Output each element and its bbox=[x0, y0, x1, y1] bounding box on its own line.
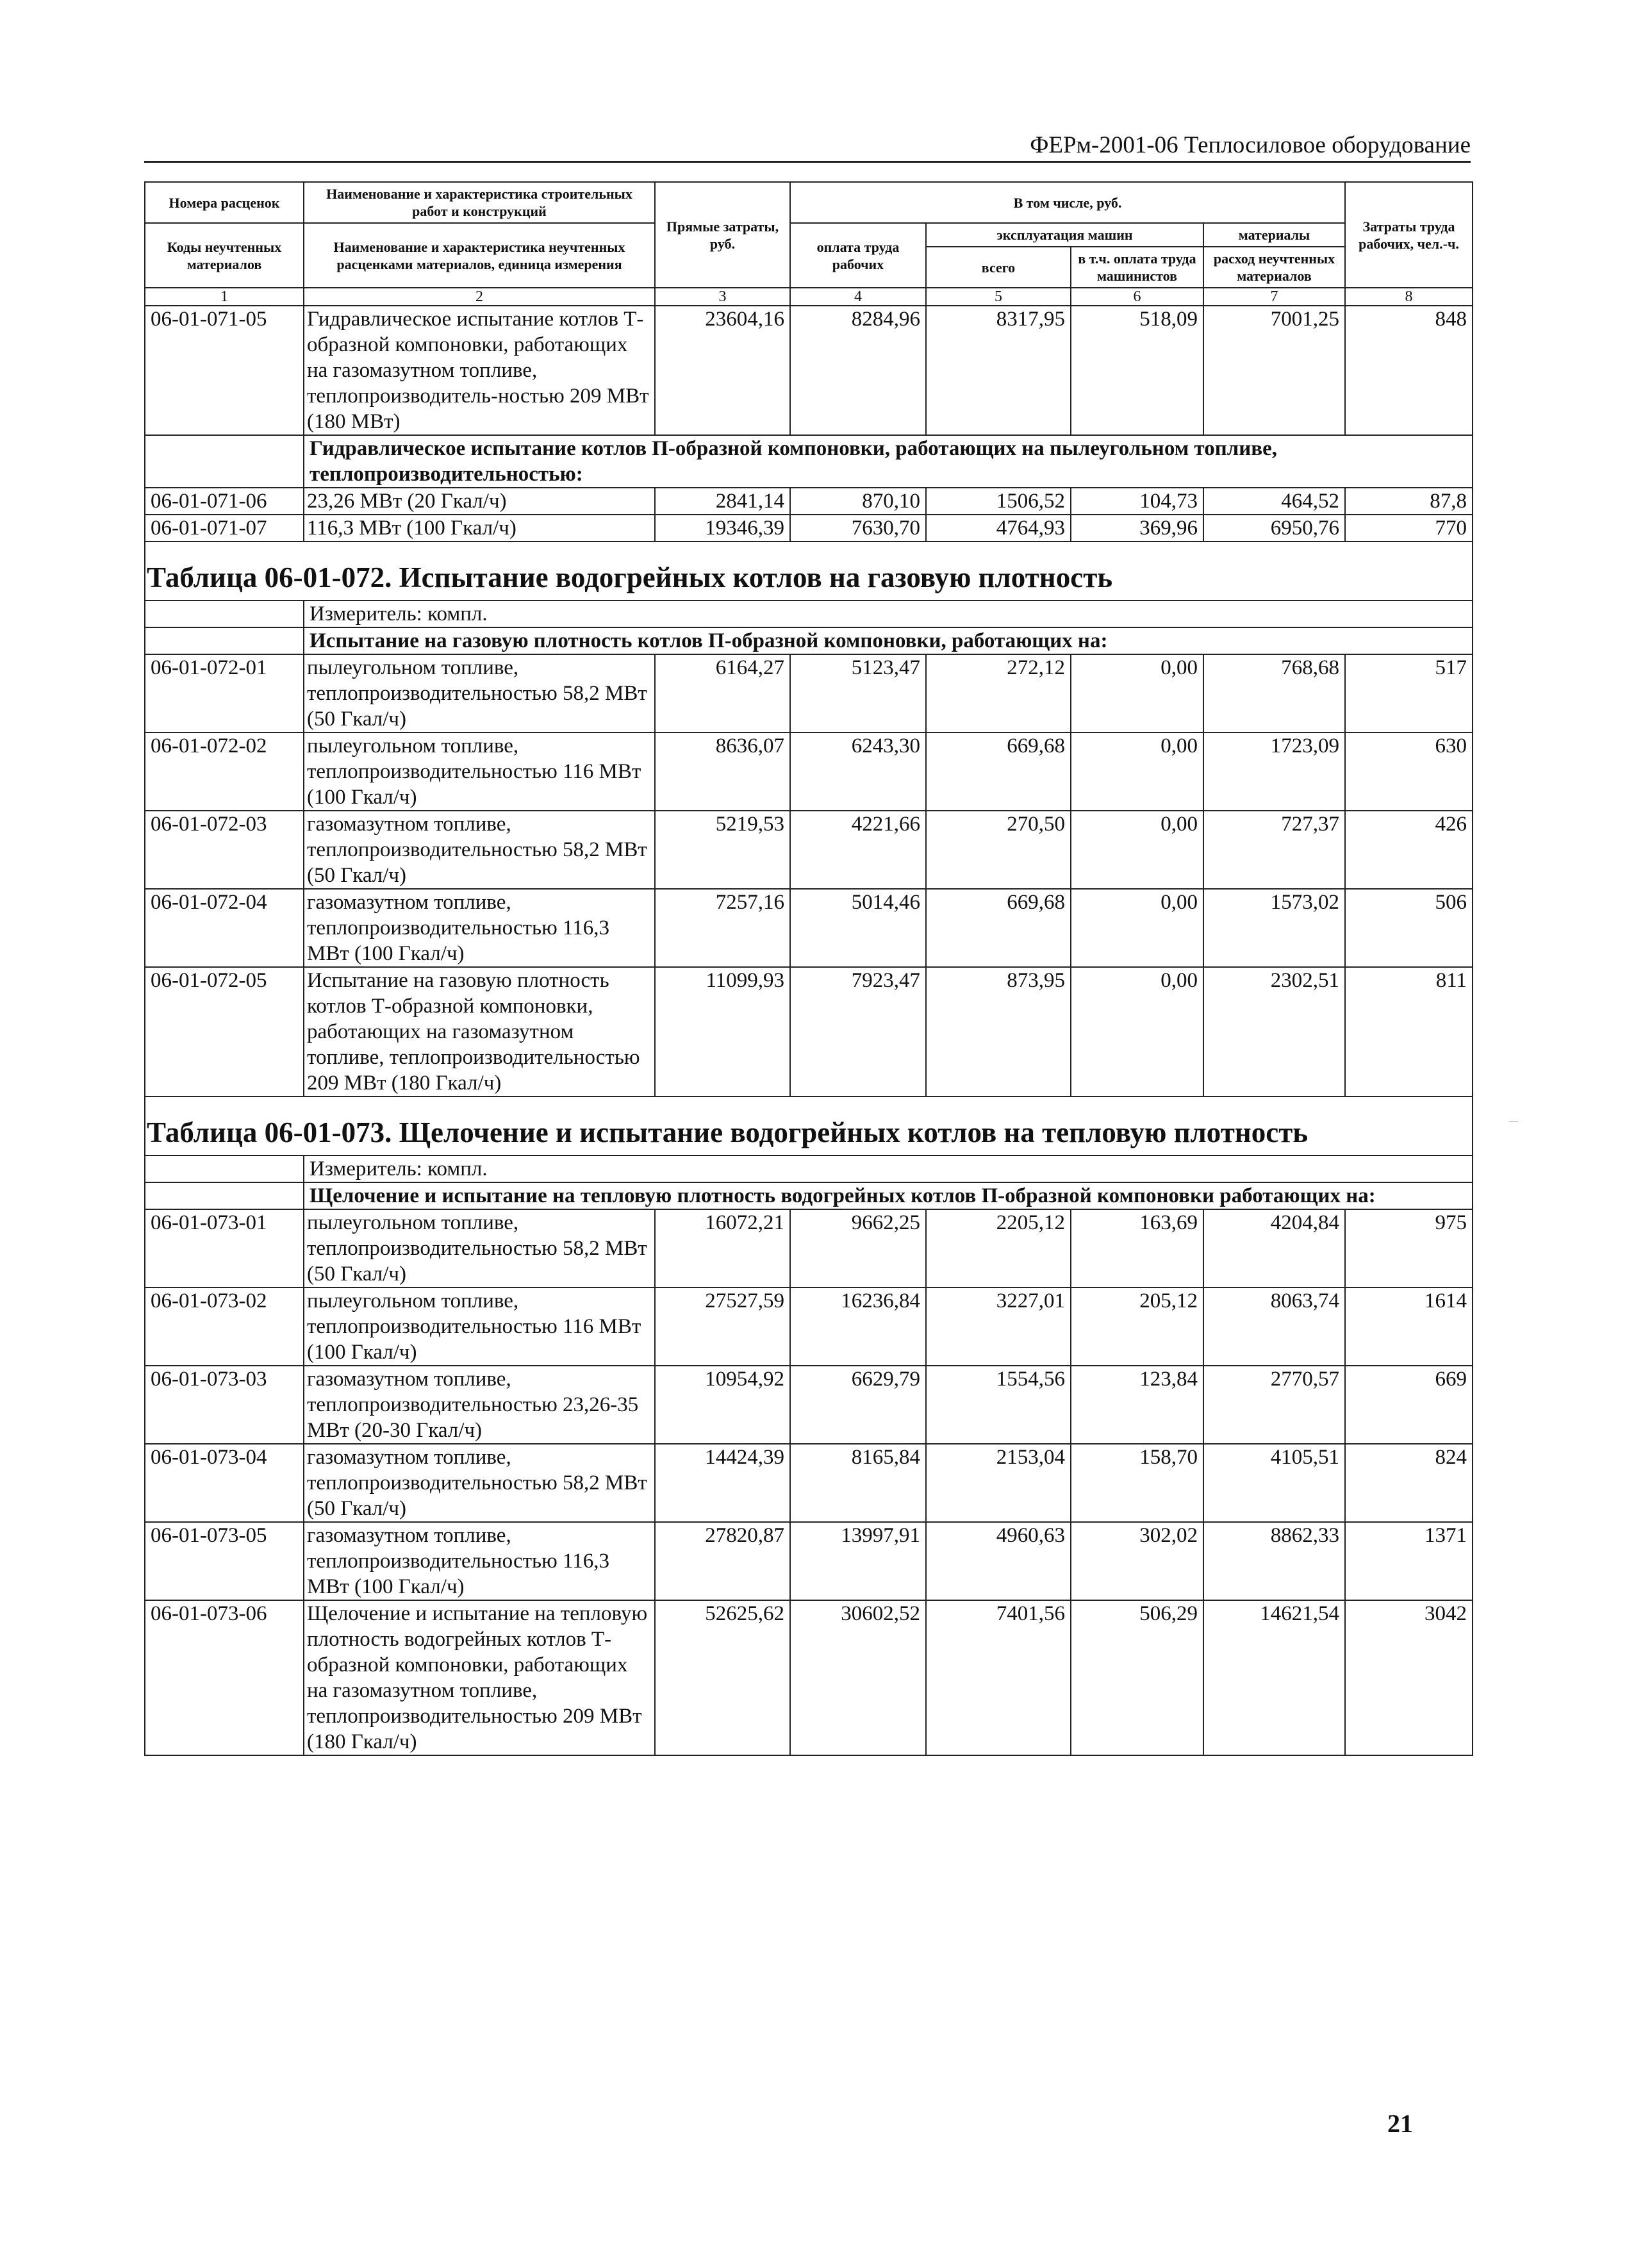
header-labor-pay: оплата труда рабочих bbox=[790, 223, 926, 288]
table-row bbox=[145, 889, 1473, 967]
machinists-pay-cell: 0,00 bbox=[1071, 733, 1203, 811]
machines-total-cell: 1554,56 bbox=[926, 1366, 1071, 1444]
materials-use-cell: 2302,51 bbox=[1203, 967, 1345, 1097]
machines-total-cell: 272,12 bbox=[926, 654, 1071, 733]
section-title-072 bbox=[145, 542, 1473, 654]
header-machine-operation: эксплуатация машин bbox=[926, 223, 1203, 247]
rate-code-cell: 06-01-072-01 bbox=[145, 654, 304, 733]
work-name-cell: газомазутном топливе, теплопроизводительностью 116,3 МВт (100 Гкал/ч) bbox=[304, 889, 655, 967]
direct-costs-cell: 16072,21 bbox=[655, 1209, 790, 1287]
section-title: Таблица 06-01-073. Щелочение и испытание водогрейных котлов на тепловую плотность bbox=[145, 1097, 1473, 1155]
table-header bbox=[145, 182, 1473, 306]
work-name-cell: 116,3 МВт (100 Гкал/ч) bbox=[304, 515, 655, 542]
labor-costs-cell: 669 bbox=[1345, 1366, 1473, 1444]
materials-use-cell: 4105,51 bbox=[1203, 1444, 1345, 1522]
materials-use-cell: 2770,57 bbox=[1203, 1366, 1345, 1444]
rate-code-cell: 06-01-073-02 bbox=[145, 1287, 304, 1366]
labor-costs-cell: 3042 bbox=[1345, 1600, 1473, 1755]
running-header: ФЕРм-2001-06 Теплосиловое оборудование bbox=[144, 131, 1471, 163]
rate-code-cell: 06-01-073-05 bbox=[145, 1522, 304, 1600]
work-name-cell: пылеугольном топливе, теплопроизводительностью 116 МВт (100 Гкал/ч) bbox=[304, 1287, 655, 1366]
materials-use-cell: 7001,25 bbox=[1203, 306, 1345, 435]
machinists-pay-cell: 205,12 bbox=[1071, 1287, 1203, 1366]
work-name-cell: газомазутном топливе, теплопроизводительностью 58,2 МВт (50 Гкал/ч) bbox=[304, 811, 655, 889]
machinists-pay-cell: 518,09 bbox=[1071, 306, 1203, 435]
machines-total-cell: 873,95 bbox=[926, 967, 1071, 1097]
labor-pay-cell: 8284,96 bbox=[790, 306, 926, 435]
column-number: 4 bbox=[790, 288, 926, 306]
direct-costs-cell: 6164,27 bbox=[655, 654, 790, 733]
machines-total-cell: 270,50 bbox=[926, 811, 1071, 889]
rate-code-cell: 06-01-073-01 bbox=[145, 1209, 304, 1287]
column-number: 5 bbox=[926, 288, 1071, 306]
machinists-pay-cell: 506,29 bbox=[1071, 1600, 1203, 1755]
work-name-cell: Гидравлическое испытание котлов Т-образной компоновки, работающих на газомазутном топливе, теплопроизводитель-ностью 209 МВт (180 МВт) bbox=[304, 306, 655, 435]
materials-use-cell: 727,37 bbox=[1203, 811, 1345, 889]
column-number: 1 bbox=[145, 288, 304, 306]
direct-costs-cell: 14424,39 bbox=[655, 1444, 790, 1522]
machines-total-cell: 7401,56 bbox=[926, 1600, 1071, 1755]
labor-pay-cell: 5123,47 bbox=[790, 654, 926, 733]
table-row bbox=[145, 811, 1473, 889]
labor-pay-cell: 8165,84 bbox=[790, 1444, 926, 1522]
direct-costs-cell: 10954,92 bbox=[655, 1366, 790, 1444]
table-row bbox=[145, 967, 1473, 1097]
table-row bbox=[145, 1522, 1473, 1600]
labor-costs-cell: 848 bbox=[1345, 306, 1473, 435]
machines-total-cell: 1506,52 bbox=[926, 488, 1071, 515]
machinists-pay-cell: 0,00 bbox=[1071, 967, 1203, 1097]
header-material-name: Наименование и характеристика неучтенных расценками материалов, единица измерения bbox=[304, 223, 655, 288]
labor-pay-cell: 30602,52 bbox=[790, 1600, 926, 1755]
header-labor-costs: Затраты труда рабочих, чел.-ч. bbox=[1345, 182, 1473, 288]
machines-total-cell: 669,68 bbox=[926, 889, 1071, 967]
materials-use-cell: 768,68 bbox=[1203, 654, 1345, 733]
machines-total-cell: 8317,95 bbox=[926, 306, 1071, 435]
table-body-071b bbox=[145, 488, 1473, 542]
section-title-073 bbox=[145, 1097, 1473, 1209]
direct-costs-cell: 7257,16 bbox=[655, 889, 790, 967]
subheading-text: Испытание на газовую плотность котлов П-образной компоновки, работающих на: bbox=[304, 627, 1473, 654]
direct-costs-cell: 19346,39 bbox=[655, 515, 790, 542]
rate-code-cell: 06-01-071-05 bbox=[145, 306, 304, 435]
machinists-pay-cell: 104,73 bbox=[1071, 488, 1203, 515]
labor-costs-cell: 1371 bbox=[1345, 1522, 1473, 1600]
labor-pay-cell: 5014,46 bbox=[790, 889, 926, 967]
labor-pay-cell: 4221,66 bbox=[790, 811, 926, 889]
work-name-cell: газомазутном топливе, теплопроизводительностью 23,26-35 МВт (20-30 Гкал/ч) bbox=[304, 1366, 655, 1444]
machines-total-cell: 2205,12 bbox=[926, 1209, 1071, 1287]
work-name-cell: пылеугольном топливе, теплопроизводительностью 116 МВт (100 Гкал/ч) bbox=[304, 733, 655, 811]
machinists-pay-cell: 0,00 bbox=[1071, 654, 1203, 733]
column-number: 2 bbox=[304, 288, 655, 306]
table-row bbox=[145, 515, 1473, 542]
direct-costs-cell: 23604,16 bbox=[655, 306, 790, 435]
machinists-pay-cell: 158,70 bbox=[1071, 1444, 1203, 1522]
header-machinists-pay: в т.ч. оплата труда машинистов bbox=[1071, 247, 1203, 288]
materials-use-cell: 1573,02 bbox=[1203, 889, 1345, 967]
header-machines-total: всего bbox=[926, 247, 1071, 288]
machinists-pay-cell: 302,02 bbox=[1071, 1522, 1203, 1600]
materials-use-cell: 1723,09 bbox=[1203, 733, 1345, 811]
machinists-pay-cell: 0,00 bbox=[1071, 811, 1203, 889]
rate-code-cell: 06-01-071-06 bbox=[145, 488, 304, 515]
subheading-text: Щелочение и испытание на тепловую плотность водогрейных котлов П-образной компоновки работающих на: bbox=[304, 1182, 1473, 1209]
header-rate-number: Номера расценок bbox=[145, 182, 304, 223]
machines-total-cell: 4960,63 bbox=[926, 1522, 1071, 1600]
work-name-cell: газомазутном топливе, теплопроизводительностью 58,2 МВт (50 Гкал/ч) bbox=[304, 1444, 655, 1522]
labor-pay-cell: 6243,30 bbox=[790, 733, 926, 811]
rates-table bbox=[144, 181, 1473, 1756]
machinists-pay-cell: 163,69 bbox=[1071, 1209, 1203, 1287]
column-number: 3 bbox=[655, 288, 790, 306]
column-number: 7 bbox=[1203, 288, 1345, 306]
labor-pay-cell: 7630,70 bbox=[790, 515, 926, 542]
rate-code-cell: 06-01-072-03 bbox=[145, 811, 304, 889]
labor-pay-cell: 870,10 bbox=[790, 488, 926, 515]
subheading-text: Гидравлическое испытание котлов П-образной компоновки, работающих на пылеугольном топливе, теплопроизводительностью: bbox=[304, 435, 1473, 488]
labor-costs-cell: 87,8 bbox=[1345, 488, 1473, 515]
labor-costs-cell: 517 bbox=[1345, 654, 1473, 733]
table-row bbox=[145, 654, 1473, 733]
direct-costs-cell: 11099,93 bbox=[655, 967, 790, 1097]
work-name-cell: Щелочение и испытание на тепловую плотность водогрейных котлов Т-образной компоновки, работающих на газомазутном топливе, теплопроизводительностью 209 МВт (180 Гкал/ч) bbox=[304, 1600, 655, 1755]
labor-costs-cell: 426 bbox=[1345, 811, 1473, 889]
work-name-cell: Испытание на газовую плотность котлов Т-образной компоновки, работающих на газомазутном топливе, теплопроизводительностью 209 МВт (180 Гкал/ч) bbox=[304, 967, 655, 1097]
table-row bbox=[145, 1366, 1473, 1444]
materials-use-cell: 8063,74 bbox=[1203, 1287, 1345, 1366]
table-body-073 bbox=[145, 1209, 1473, 1755]
labor-pay-cell: 6629,79 bbox=[790, 1366, 926, 1444]
column-number: 8 bbox=[1345, 288, 1473, 306]
work-name-cell: 23,26 МВт (20 Гкал/ч) bbox=[304, 488, 655, 515]
header-work-name: Наименование и характеристика строительных работ и конструкций bbox=[304, 182, 655, 223]
work-name-cell: пылеугольном топливе, теплопроизводительностью 58,2 МВт (50 Гкал/ч) bbox=[304, 654, 655, 733]
labor-pay-cell: 13997,91 bbox=[790, 1522, 926, 1600]
table-row bbox=[145, 1444, 1473, 1522]
table-row bbox=[145, 306, 1473, 435]
direct-costs-cell: 2841,14 bbox=[655, 488, 790, 515]
machinists-pay-cell: 0,00 bbox=[1071, 889, 1203, 967]
labor-costs-cell: 506 bbox=[1345, 889, 1473, 967]
labor-costs-cell: 975 bbox=[1345, 1209, 1473, 1287]
table-body-071 bbox=[145, 306, 1473, 435]
labor-costs-cell: 1614 bbox=[1345, 1287, 1473, 1366]
measure-unit: Измеритель: компл. bbox=[304, 1155, 1473, 1182]
materials-use-cell: 6950,76 bbox=[1203, 515, 1345, 542]
rate-code-cell: 06-01-071-07 bbox=[145, 515, 304, 542]
rate-code-cell: 06-01-072-04 bbox=[145, 889, 304, 967]
measure-unit: Измеритель: компл. bbox=[304, 600, 1473, 627]
table-body-072 bbox=[145, 654, 1473, 1097]
rate-code-cell: 06-01-073-04 bbox=[145, 1444, 304, 1522]
direct-costs-cell: 5219,53 bbox=[655, 811, 790, 889]
rate-code-cell: 06-01-073-06 bbox=[145, 1600, 304, 1755]
direct-costs-cell: 27527,59 bbox=[655, 1287, 790, 1366]
materials-use-cell: 4204,84 bbox=[1203, 1209, 1345, 1287]
machines-total-cell: 669,68 bbox=[926, 733, 1071, 811]
work-name-cell: пылеугольном топливе, теплопроизводительностью 58,2 МВт (50 Гкал/ч) bbox=[304, 1209, 655, 1287]
header-materials: материалы bbox=[1203, 223, 1345, 247]
machinists-pay-cell: 123,84 bbox=[1071, 1366, 1203, 1444]
subheading-071 bbox=[145, 435, 1473, 488]
machines-total-cell: 3227,01 bbox=[926, 1287, 1071, 1366]
machines-total-cell: 2153,04 bbox=[926, 1444, 1071, 1522]
direct-costs-cell: 8636,07 bbox=[655, 733, 790, 811]
labor-costs-cell: 770 bbox=[1345, 515, 1473, 542]
header-direct-costs: Прямые затраты, руб. bbox=[655, 182, 790, 288]
machinists-pay-cell: 369,96 bbox=[1071, 515, 1203, 542]
table-row bbox=[145, 1287, 1473, 1366]
column-number: 6 bbox=[1071, 288, 1203, 306]
materials-use-cell: 14621,54 bbox=[1203, 1600, 1345, 1755]
labor-costs-cell: 630 bbox=[1345, 733, 1473, 811]
table-row bbox=[145, 733, 1473, 811]
machines-total-cell: 4764,93 bbox=[926, 515, 1071, 542]
materials-use-cell: 464,52 bbox=[1203, 488, 1345, 515]
work-name-cell: газомазутном топливе, теплопроизводительностью 116,3 МВт (100 Гкал/ч) bbox=[304, 1522, 655, 1600]
header-materials-use: расход неучтенных материалов bbox=[1203, 247, 1345, 288]
section-title: Таблица 06-01-072. Испытание водогрейных котлов на газовую плотность bbox=[145, 542, 1473, 600]
table-row bbox=[145, 1209, 1473, 1287]
labor-pay-cell: 7923,47 bbox=[790, 967, 926, 1097]
direct-costs-cell: 27820,87 bbox=[655, 1522, 790, 1600]
table-row bbox=[145, 1600, 1473, 1755]
header-including: В том числе, руб. bbox=[790, 182, 1345, 223]
rate-code-cell: 06-01-072-05 bbox=[145, 967, 304, 1097]
labor-costs-cell: 824 bbox=[1345, 1444, 1473, 1522]
labor-pay-cell: 16236,84 bbox=[790, 1287, 926, 1366]
labor-costs-cell: 811 bbox=[1345, 967, 1473, 1097]
header-material-codes: Коды неучтенных материалов bbox=[145, 223, 304, 288]
rate-code-cell: 06-01-073-03 bbox=[145, 1366, 304, 1444]
labor-pay-cell: 9662,25 bbox=[790, 1209, 926, 1287]
direct-costs-cell: 52625,62 bbox=[655, 1600, 790, 1755]
page-number: 21 bbox=[1387, 2109, 1413, 2138]
table-row bbox=[145, 488, 1473, 515]
rate-code-cell: 06-01-072-02 bbox=[145, 733, 304, 811]
materials-use-cell: 8862,33 bbox=[1203, 1522, 1345, 1600]
column-numbers-row bbox=[145, 288, 1473, 306]
